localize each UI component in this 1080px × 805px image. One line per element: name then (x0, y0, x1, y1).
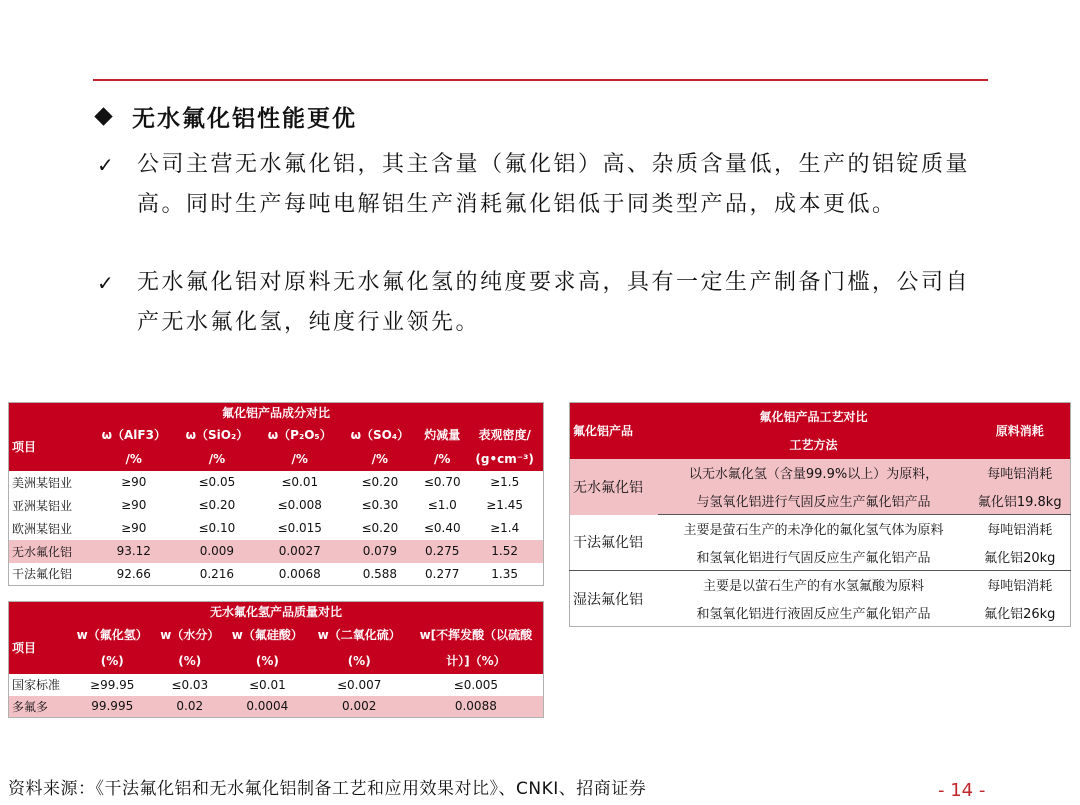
table-cell: 和氢氧化铝进行气固反应生产氟化铝产品 (658, 543, 970, 571)
table-cell: ≤0.10 (198, 521, 236, 535)
table-cell: 93.12 (92, 540, 176, 563)
table-row-highlighted (570, 459, 1071, 487)
column-unit: (%) (70, 648, 155, 674)
table-cell: 每吨铝消耗 (987, 523, 1053, 539)
row-label: 湿法氟化铝 (573, 591, 643, 608)
table-cell: ≤0.005 (453, 677, 499, 692)
table-row (9, 471, 544, 494)
table-cell: 氟化铝20kg (969, 543, 1070, 571)
table-cell: 99.995 (70, 696, 155, 718)
table-cell: 氟化铝19.8kg (969, 487, 1070, 515)
table-cell: 0.277 (425, 566, 460, 581)
table-cell: 每吨铝消耗 (987, 579, 1053, 595)
hydrogen-fluoride-quality-table (8, 601, 544, 718)
table-cell: ≤0.20 (198, 498, 236, 512)
table-cell: 每吨铝消耗 (969, 459, 1070, 487)
column-unit: (%) (310, 648, 409, 674)
table-cell: 0.216 (199, 566, 235, 581)
heading-text: 无水氟化铝性能更优 (132, 105, 357, 132)
table-cell: ≤0.008 (277, 498, 322, 512)
table-cell: ≥90 (121, 475, 147, 489)
top-rule (93, 79, 988, 81)
table-cell: ≤0.01 (248, 677, 286, 692)
column-header: ω（AlF3） (92, 423, 176, 447)
table-cell: ≥1.4 (490, 521, 520, 535)
column-header: 灼减量 (418, 423, 466, 447)
column-header-process: 工艺方法 (658, 431, 970, 459)
column-header: ω（P₂O₅） (258, 423, 342, 447)
table-cell: ≤0.007 (336, 677, 382, 692)
column-unit: (%) (155, 648, 225, 674)
bullet-text: 公司主营无水氟化铝，其主含量（氟化铝）高、杂质含量低，生产的铝锭质量高。同时生产每吨电解铝生产消耗氟化铝低于同类型产品，成本更低。 (137, 152, 971, 217)
table-cell: 0.0068 (278, 566, 321, 581)
bullet-text: 无水氟化铝对原料无水氟化氢的纯度要求高，具有一定生产制备门槛，公司自产无水氟化氢，纯度行业领先。 (137, 270, 971, 335)
column-header: 表观密度/ (466, 423, 543, 447)
check-icon: ✓ (97, 153, 117, 177)
table-cell: 0.0027 (258, 540, 342, 563)
page-number: - 14 - (938, 780, 986, 801)
table-row (9, 494, 544, 517)
row-label: 美洲某铝业 (12, 475, 73, 490)
column-header: w（氟硅酸） (225, 622, 310, 648)
table-cell: 0.002 (310, 696, 409, 718)
table-cell: 氟化铝26kg (984, 606, 1056, 622)
table-cell: 0.02 (155, 696, 225, 718)
column-header-cost: 原料消耗 (969, 403, 1070, 459)
column-unit: /% (176, 447, 258, 471)
table-cell: 与氢氧化铝进行气固反应生产氟化铝产品 (658, 487, 970, 515)
table-cell: ≤1.0 (427, 498, 457, 512)
table-cell: ≤0.03 (171, 677, 209, 692)
table-cell: 1.52 (466, 540, 543, 563)
table-row (9, 674, 544, 696)
table-row (570, 571, 1071, 599)
column-unit: (%) (225, 648, 310, 674)
row-label: 欧洲某铝业 (12, 521, 73, 536)
table-cell: 0.275 (418, 540, 466, 563)
table-row (9, 517, 544, 540)
check-icon: ✓ (97, 271, 117, 295)
column-header: w（二氧化硫） (310, 622, 409, 648)
table-cell: 0.0004 (225, 696, 310, 718)
row-label: 无水氟化铝 (9, 540, 92, 563)
table-cell: 0.588 (362, 566, 398, 581)
row-label: 干法氟化铝 (12, 567, 73, 582)
row-label: 国家标准 (12, 678, 61, 692)
table-cell: 1.35 (491, 566, 518, 581)
table-cell: 以无水氟化氢（含量99.9%以上）为原料， (658, 459, 970, 487)
table-cell: 92.66 (116, 566, 151, 581)
table-cell: 主要是萤石生产的未净化的氟化氢气体为原料 (683, 523, 944, 539)
aluminum-fluoride-process-table (569, 402, 1071, 627)
column-header-product: 氟化铝产品 (570, 403, 658, 459)
table-cell: ≤0.05 (198, 475, 236, 489)
table-row (570, 515, 1071, 543)
table-cell: ≤0.01 (281, 475, 319, 489)
column-unit: (g•cm⁻³) (466, 447, 543, 471)
column-header-item: 项目 (9, 622, 70, 674)
table-cell: ≥1.45 (486, 498, 524, 512)
table-cell: ≤0.20 (361, 475, 399, 489)
section-heading (97, 100, 357, 133)
column-unit: /% (258, 447, 342, 471)
table-cell: ≤0.20 (361, 521, 399, 535)
row-label: 多氟多 (9, 696, 70, 718)
column-header: w[不挥发酸（以硫酸 (409, 622, 544, 648)
column-unit: /% (418, 447, 466, 471)
table-caption: 氟化铝产品工艺对比 (658, 403, 970, 431)
table-cell: 主要是以萤石生产的有水氢氟酸为原料 (703, 579, 925, 595)
aluminum-fluoride-composition-table (8, 402, 544, 586)
table-cell: ≥90 (121, 498, 147, 512)
table-row-highlighted (9, 696, 544, 718)
table-cell: 0.079 (342, 540, 419, 563)
table-cell: 0.0088 (409, 696, 544, 718)
table-cell: ≥99.95 (90, 677, 135, 692)
row-label: 干法氟化铝 (570, 515, 658, 571)
column-header: ω（SO₄） (342, 423, 419, 447)
table-caption: 氟化铝产品成分对比 (9, 403, 544, 423)
diamond-bullet-icon (94, 107, 112, 125)
column-unit: /% (342, 447, 419, 471)
column-unit: 计）]（%） (409, 648, 544, 674)
table-cell: ≤0.015 (277, 521, 322, 535)
table-cell: ≤0.30 (361, 498, 399, 512)
row-label: 无水氟化铝 (570, 459, 658, 515)
row-label: 亚洲某铝业 (12, 498, 73, 513)
source-note: 资料来源：《干法氟化铝和无水氟化铝制备工艺和应用效果对比》、CNKI、招商证券 (8, 779, 647, 799)
table-cell: ≤0.70 (423, 475, 461, 489)
column-unit: /% (92, 447, 176, 471)
table-row-highlighted (9, 540, 544, 563)
column-header: ω（SiO₂） (176, 423, 258, 447)
column-header-item: 项目 (9, 423, 92, 471)
table-caption: 无水氟化氢产品质量对比 (9, 602, 544, 622)
bullet-point-2 (97, 263, 977, 343)
table-cell: 0.009 (176, 540, 258, 563)
table-cell: ≥1.5 (490, 475, 520, 489)
table-row (9, 563, 544, 586)
table-cell: 和氢氧化铝进行液固反应生产氟化铝产品 (696, 606, 931, 622)
table-cell: ≥90 (121, 521, 147, 535)
column-header: w（氟化氢） (70, 622, 155, 648)
column-header: w（水分） (155, 622, 225, 648)
bullet-point-1 (97, 145, 977, 225)
table-cell: ≤0.40 (423, 521, 461, 535)
